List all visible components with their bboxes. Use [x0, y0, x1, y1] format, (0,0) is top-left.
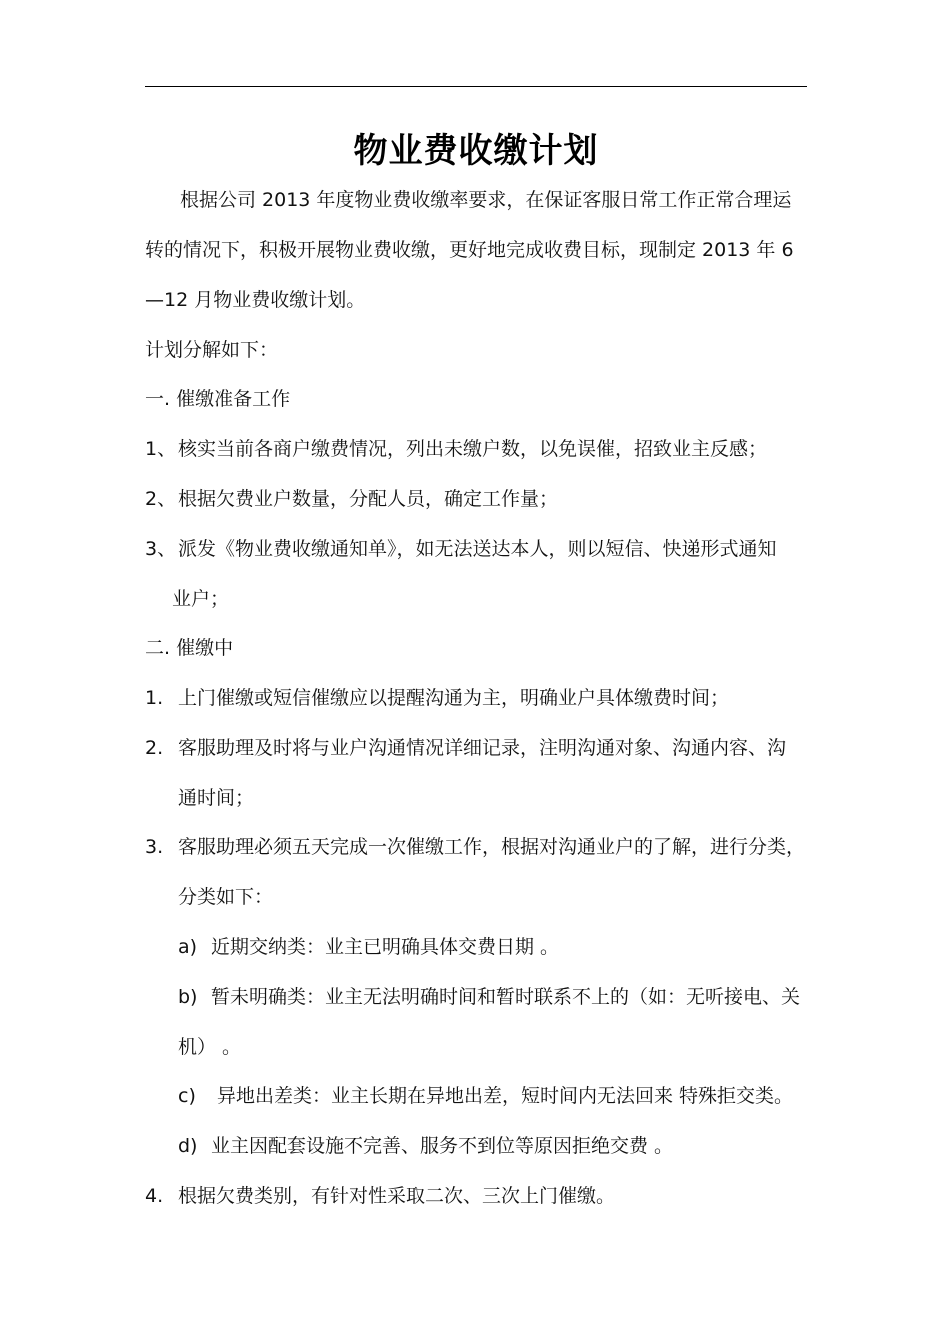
section1-item-3-number: 3、 [145, 538, 177, 560]
section2-item-2-number: 2. [145, 737, 164, 759]
page-title: 物业费收缴计划 [353, 131, 599, 171]
category-b-text: 暂未明确类：业主无法明确时间和暂时联系不上的（如：无听接电、关 [211, 986, 801, 1008]
section2-heading: 二. 催缴中 [145, 637, 234, 659]
category-c-text: 异地出差类：业主长期在异地出差，短时间内无法回来 特殊拒交类。 [217, 1085, 794, 1107]
category-b-text-cont: 机） 。 [178, 1036, 242, 1058]
section1-item-2-text: 根据欠费业户数量，分配人员，确定工作量； [178, 488, 559, 510]
category-d-label: d) [178, 1135, 198, 1157]
section2-item-1-text: 上门催缴或短信催缴应以提醒沟通为主，明确业户具体缴费时间； [178, 687, 730, 709]
section1-item-1-text: 核实当前各商户缴费情况，列出未缴户数，以免误催，招致业主反感； [178, 438, 768, 460]
section1-item-2-number: 2、 [145, 488, 177, 510]
intro-line-1: 根据公司 2013 年度物业费收缴率要求，在保证客服日常工作正常合理运 [180, 189, 792, 211]
breakdown-label: 计划分解如下： [145, 339, 279, 361]
intro-line-3: —12 月物业费收缴计划。 [145, 289, 366, 311]
category-d-text: 业主因配套设施不完善、服务不到位等原因拒绝交费 。 [211, 1135, 674, 1157]
section1-heading: 一. 催缴准备工作 [145, 388, 291, 410]
section1-item-3-text-cont: 业户； [172, 588, 230, 610]
category-b-label: b) [178, 986, 198, 1008]
section2-item-3-number: 3. [145, 836, 164, 858]
category-c-label: c) [178, 1085, 196, 1107]
header-rule [145, 86, 807, 87]
category-a-label: a) [178, 936, 198, 958]
section2-item-1-number: 1. [145, 687, 164, 709]
category-a-text: 近期交纳类：业主已明确具体交费日期 。 [211, 936, 560, 958]
intro-line-2: 转的情况下，积极开展物业费收缴，更好地完成收费目标，现制定 2013 年 6 [145, 239, 794, 261]
section2-item-3-text: 客服助理必须五天完成一次催缴工作，根据对沟通业户的了解，进行分类， [178, 836, 806, 858]
section2-item-2-text-cont: 通时间； [178, 787, 255, 809]
section1-item-1-number: 1、 [145, 438, 177, 460]
section2-item-3-text-cont: 分类如下： [178, 886, 274, 908]
section1-item-3-text: 派发《物业费收缴通知单》，如无法送达本人，则以短信、快递形式通知 [178, 538, 777, 560]
section2-item-4-text: 根据欠费类别，有针对性采取二次、三次上门催缴。 [178, 1185, 616, 1207]
section2-item-4-number: 4. [145, 1185, 164, 1207]
section2-item-2-text: 客服助理及时将与业户沟通情况详细记录，注明沟通对象、沟通内容、沟 [178, 737, 787, 759]
